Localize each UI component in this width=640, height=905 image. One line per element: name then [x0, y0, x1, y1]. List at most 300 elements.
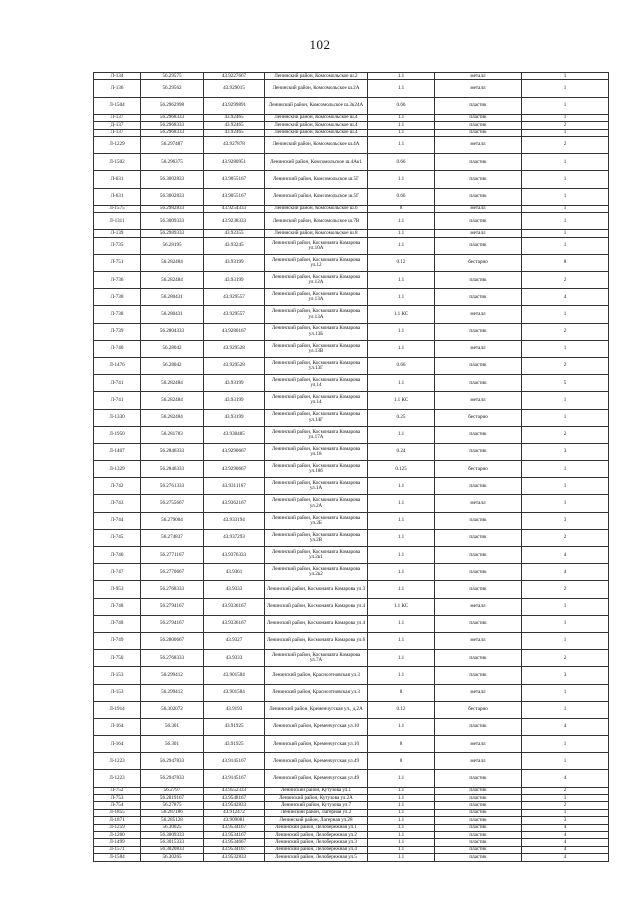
container-count-cell: 3: [522, 443, 609, 460]
container-count-cell: 1: [522, 753, 609, 770]
longitude-cell: 43.9361: [204, 564, 265, 581]
container-volume-cell: 1.1: [368, 323, 435, 340]
longitude-cell: 43.92465: [204, 114, 265, 121]
longitude-cell: 43.9542833: [204, 802, 265, 809]
longitude-cell: 43.9336167: [204, 615, 265, 632]
longitude-cell: 43.93199: [204, 375, 265, 392]
table-row: [94, 171, 609, 188]
site-code-cell: Л-738: [94, 306, 141, 323]
site-code-cell: Л-751: [94, 254, 141, 271]
address-cell: Ленинский район, Комсомольское ш.5Г: [265, 188, 368, 205]
table-row: [94, 770, 609, 787]
table-row: [94, 289, 609, 306]
container-material-cell: пластик: [435, 650, 522, 667]
longitude-cell: 43.9333: [204, 581, 265, 598]
container-material-cell: пластик: [435, 547, 522, 564]
container-volume-cell: 1.1: [368, 615, 435, 632]
container-volume-cell: 1.1: [368, 795, 435, 802]
container-count-cell: 4: [522, 718, 609, 735]
container-volume-cell: 1.1: [368, 73, 435, 80]
longitude-cell: 43.929557: [204, 306, 265, 323]
container-site-table: [93, 72, 609, 862]
container-count-cell: 2: [522, 357, 609, 374]
container-count-cell: 2: [522, 323, 609, 340]
container-volume-cell: 1.1: [368, 718, 435, 735]
site-code-cell: Л-1871: [94, 817, 141, 824]
container-material-cell: пластик: [435, 154, 522, 171]
container-material-cell: пластик: [435, 237, 522, 254]
site-code-cell: Л-631: [94, 188, 141, 205]
container-count-cell: 1: [522, 205, 609, 212]
table-row: [94, 598, 609, 615]
address-cell: Ленинский район, Комсомольское ш.4: [265, 122, 368, 129]
container-count-cell: 1: [522, 461, 609, 478]
address-cell: Ленинский район, Космонавта Комарова ул.13А: [265, 306, 368, 323]
site-code-cell: Л-137: [94, 114, 141, 121]
address-cell: Ленинский район, Космонавта Комарова ул.2к2: [265, 564, 368, 581]
table-row: [94, 547, 609, 564]
latitude-cell: 56.2797: [141, 787, 204, 794]
container-material-cell: пластик: [435, 832, 522, 839]
latitude-cell: 56.2761333: [141, 478, 204, 495]
container-count-cell: 5: [522, 375, 609, 392]
container-count-cell: 4: [522, 832, 609, 839]
address-cell: Ленинский район, Комсомольское ш.3к24А: [265, 97, 368, 114]
container-material-cell: металл: [435, 495, 522, 512]
site-code-cell: Л-1571: [94, 846, 141, 853]
container-volume-cell: 1.1: [368, 770, 435, 787]
container-count-cell: 1: [522, 306, 609, 323]
longitude-cell: 43.9193: [204, 701, 265, 718]
latitude-cell: 56.2846333: [141, 443, 204, 460]
table-row: [94, 478, 609, 495]
address-cell: Ленинский район, Космонавта Комарова ул.14Г: [265, 409, 368, 426]
container-count-cell: 1: [522, 795, 609, 802]
longitude-cell: 43.901584: [204, 684, 265, 701]
latitude-cell: 56.2968333: [141, 129, 204, 136]
container-material-cell: пластик: [435, 581, 522, 598]
container-volume-cell: 1.1: [368, 832, 435, 839]
container-material-cell: пластик: [435, 213, 522, 230]
site-code-cell: Л-953: [94, 581, 141, 598]
container-material-cell: пластик: [435, 667, 522, 684]
container-volume-cell: 1.1: [368, 495, 435, 512]
container-volume-cell: 8: [368, 684, 435, 701]
container-material-cell: пластик: [435, 512, 522, 529]
address-cell: Ленинский район, Комсомольское ш.4: [265, 129, 368, 136]
site-code-cell: Л-1504: [94, 97, 141, 114]
latitude-cell: 56.2968333: [141, 114, 204, 121]
container-material-cell: пластик: [435, 114, 522, 121]
container-volume-cell: 1.1: [368, 512, 435, 529]
container-material-cell: пластик: [435, 272, 522, 289]
container-count-cell: 1: [522, 478, 609, 495]
container-volume-cell: 1.1: [368, 529, 435, 546]
container-volume-cell: 1.1: [368, 426, 435, 443]
container-count-cell: 1: [522, 809, 609, 816]
container-volume-cell: 1.1: [368, 854, 435, 861]
container-count-cell: 1: [522, 97, 609, 114]
address-cell: Ленинский район, Кременчугская ул., д.2А: [265, 701, 368, 718]
container-count-cell: 1: [522, 80, 609, 97]
longitude-cell: 43.9055167: [204, 188, 265, 205]
table-row: [94, 323, 609, 340]
page-number: 102: [309, 37, 331, 52]
latitude-cell: 56.299412: [141, 667, 204, 684]
longitude-cell: 43.93199: [204, 409, 265, 426]
address-cell: Ленинский район, Космонавта Комарова ул.2В: [265, 529, 368, 546]
longitude-cell: 43.929528: [204, 340, 265, 357]
container-count-cell: 3: [522, 817, 609, 824]
address-cell: Ленинский район, Космонавта Комарова ул.12: [265, 254, 368, 271]
longitude-cell: 43.9145167: [204, 753, 265, 770]
container-volume-cell: 1.1: [368, 340, 435, 357]
table-row: [94, 832, 609, 839]
site-code-cell: Л-1223: [94, 753, 141, 770]
table-row: [94, 188, 609, 205]
address-cell: Ленинский район, Космонавта Комарова ул.2к1: [265, 547, 368, 564]
container-volume-cell: 0.66: [368, 97, 435, 114]
site-code-cell: Л-164: [94, 736, 141, 753]
container-volume-cell: 1.1: [368, 213, 435, 230]
longitude-cell: 43.9552333: [204, 787, 265, 794]
table-row: [94, 701, 609, 718]
table-row: [94, 795, 609, 802]
container-count-cell: 1: [522, 598, 609, 615]
container-material-cell: металл: [435, 340, 522, 357]
container-volume-cell: 0.66: [368, 154, 435, 171]
longitude-cell: 43.9534167: [204, 832, 265, 839]
address-cell: Ленинский район, Кременчугская ул.49: [265, 770, 368, 787]
longitude-cell: 43.9254333: [204, 205, 265, 212]
container-volume-cell: 1.1: [368, 547, 435, 564]
container-count-cell: 4: [522, 839, 609, 846]
table-row: [94, 564, 609, 581]
table-row: [94, 839, 609, 846]
table-row: [94, 237, 609, 254]
longitude-cell: 43.929528: [204, 357, 265, 374]
latitude-cell: 56.301: [141, 718, 204, 735]
container-count-cell: 1: [522, 684, 609, 701]
table-row: [94, 802, 609, 809]
latitude-cell: 56.282484: [141, 409, 204, 426]
latitude-cell: 56.3002833: [141, 188, 204, 205]
container-material-cell: пластик: [435, 443, 522, 460]
container-count-cell: 4: [522, 564, 609, 581]
table-row: [94, 114, 609, 121]
site-code-cell: Л-741: [94, 375, 141, 392]
container-count-cell: 4: [522, 289, 609, 306]
container-material-cell: пластик: [435, 129, 522, 136]
container-volume-cell: 1.1: [368, 171, 435, 188]
latitude-cell: 56.2794167: [141, 598, 204, 615]
container-volume-cell: 1.1: [368, 824, 435, 831]
latitude-cell: 56.27875: [141, 802, 204, 809]
container-volume-cell: 1.1 КС: [368, 306, 435, 323]
container-material-cell: пластик: [435, 854, 522, 861]
latitude-cell: 56.2982833: [141, 205, 204, 212]
table-row: [94, 129, 609, 136]
longitude-cell: 43.927878: [204, 136, 265, 153]
container-material-cell: пластик: [435, 802, 522, 809]
latitude-cell: 56.29575: [141, 73, 204, 80]
site-code-cell: Л-746: [94, 547, 141, 564]
latitude-cell: 56.281783: [141, 426, 204, 443]
address-cell: Ленинский район, Комсомольское ш.4Ак1: [265, 154, 368, 171]
site-code-cell: Л-631: [94, 171, 141, 188]
container-count-cell: 4: [522, 854, 609, 861]
table-row: [94, 753, 609, 770]
container-material-cell: металл: [435, 306, 522, 323]
container-material-cell: пластик: [435, 122, 522, 129]
table-row: [94, 817, 609, 824]
address-cell: Ленинский район, Космонавта Комарова ул.2Б: [265, 512, 368, 529]
address-cell: Ленинский район, Комсомольское ш.6: [265, 205, 368, 212]
container-count-cell: 1: [522, 495, 609, 512]
address-cell: Ленинский район, Космонавта Комарова ул.18б: [265, 461, 368, 478]
latitude-cell: 56.3015333: [141, 839, 204, 846]
latitude-cell: 56.279004: [141, 512, 204, 529]
container-material-cell: металл: [435, 632, 522, 649]
address-cell: Ленинский район, Комсомольское ш.4А: [265, 136, 368, 153]
container-material-cell: пластик: [435, 323, 522, 340]
site-code-cell: Л-738: [94, 289, 141, 306]
latitude-cell: 56.2800667: [141, 632, 204, 649]
table-row: [94, 495, 609, 512]
site-code-cell: Л-1502: [94, 154, 141, 171]
longitude-cell: 43.93199: [204, 272, 265, 289]
container-volume-cell: 1.1: [368, 650, 435, 667]
longitude-cell: 43.9055167: [204, 171, 265, 188]
address-cell: Ленинский район, Космонавта Комарова ул.13Б: [265, 323, 368, 340]
address-cell: Ленинский район, Космонавта Комарова ул.10А: [265, 237, 368, 254]
longitude-cell: 43.92465: [204, 122, 265, 129]
container-count-cell: 2: [522, 136, 609, 153]
container-material-cell: пластик: [435, 564, 522, 581]
address-cell: Ленинский район, Комсомольское ш.8: [265, 230, 368, 237]
container-material-cell: пластик: [435, 718, 522, 735]
table-row: [94, 529, 609, 546]
site-code-cell: Л-1259: [94, 824, 141, 831]
longitude-cell: 43.9238333: [204, 213, 265, 230]
table-row: [94, 809, 609, 816]
site-code-cell: Л-744: [94, 512, 141, 529]
container-material-cell: пластик: [435, 809, 522, 816]
table-row: [94, 357, 609, 374]
table-row: [94, 443, 609, 460]
address-cell: Ленинский район, Космонавта Комарова ул.4: [265, 615, 368, 632]
container-material-cell: пластик: [435, 529, 522, 546]
container-volume-cell: 1.1: [368, 272, 435, 289]
longitude-cell: 43.933194: [204, 512, 265, 529]
address-cell: Ленинский район, Комсомольское ш.2: [265, 73, 368, 80]
address-cell: Ленинский район, Космонавта Комарова ул.18: [265, 443, 368, 460]
site-code-cell: Л-1950: [94, 426, 141, 443]
container-count-cell: 1: [522, 615, 609, 632]
container-count-cell: 3: [522, 512, 609, 529]
container-volume-cell: 1.1: [368, 375, 435, 392]
container-volume-cell: 1.1: [368, 478, 435, 495]
latitude-cell: 56.3002833: [141, 171, 204, 188]
address-cell: Ленинский район, Лелобережная ул.3: [265, 839, 368, 846]
site-code-cell: Л-153: [94, 667, 141, 684]
table-row: [94, 73, 609, 80]
site-code-cell: Л-754: [94, 802, 141, 809]
container-material-cell: бестарно: [435, 409, 522, 426]
table-row: [94, 650, 609, 667]
table-row: [94, 375, 609, 392]
table-row: [94, 426, 609, 443]
table-body: [94, 73, 609, 862]
site-code-cell: Л-739: [94, 323, 141, 340]
container-count-cell: 1: [522, 73, 609, 80]
latitude-cell: 56.29562: [141, 80, 204, 97]
container-volume-cell: 0.12: [368, 701, 435, 718]
address-cell: Ленинский район, Кременчугская ул.49: [265, 753, 368, 770]
container-volume-cell: 0.25: [368, 409, 435, 426]
longitude-cell: 43.92355: [204, 230, 265, 237]
longitude-cell: 43.9534167: [204, 846, 265, 853]
site-code-cell: Л-139: [94, 230, 141, 237]
latitude-cell: 56.296375: [141, 154, 204, 171]
address-cell: Ленинский район, Кутузова ул.7: [265, 802, 368, 809]
container-count-cell: 1: [522, 129, 609, 136]
site-code-cell: Л-1407: [94, 443, 141, 460]
container-material-cell: бестарно: [435, 254, 522, 271]
site-code-cell: Л-736: [94, 272, 141, 289]
container-material-cell: пластик: [435, 97, 522, 114]
table-row: [94, 615, 609, 632]
table-row: [94, 581, 609, 598]
table-row: [94, 254, 609, 271]
address-cell: Ленинский район, Космонавта Комарова ул.1А: [265, 478, 368, 495]
container-count-cell: 2: [522, 529, 609, 546]
container-volume-cell: 1.1: [368, 802, 435, 809]
container-volume-cell: 1.1: [368, 80, 435, 97]
longitude-cell: 43.93199: [204, 392, 265, 409]
container-count-cell: 4: [522, 547, 609, 564]
latitude-cell: 56.2755667: [141, 495, 204, 512]
table-row: [94, 136, 609, 153]
table-row: [94, 205, 609, 212]
address-cell: Ленинский район, Космонавта Комарова ул.13Г: [265, 357, 368, 374]
address-cell: Ленинский район, Космонавта Комарова ул.2А: [265, 495, 368, 512]
site-code-cell: Л-1329: [94, 461, 141, 478]
container-count-cell: 2: [522, 272, 609, 289]
container-count-cell: 1: [522, 409, 609, 426]
container-volume-cell: 1.1: [368, 809, 435, 816]
longitude-cell: 43.9290667: [204, 461, 265, 478]
container-volume-cell: 1.1: [368, 581, 435, 598]
table-row: [94, 667, 609, 684]
latitude-cell: 56.2947833: [141, 770, 204, 787]
site-code-cell: Л-1914: [94, 701, 141, 718]
site-code-cell: Л-1584: [94, 854, 141, 861]
container-count-cell: 2: [522, 426, 609, 443]
container-volume-cell: 1.1: [368, 289, 435, 306]
latitude-cell: 56.287186: [141, 809, 204, 816]
table-row: [94, 684, 609, 701]
latitude-cell: 56.3009333: [141, 832, 204, 839]
container-volume-cell: 1.1: [368, 129, 435, 136]
latitude-cell: 56.302072: [141, 701, 204, 718]
latitude-cell: 56.282484: [141, 375, 204, 392]
longitude-cell: 43.909081: [204, 817, 265, 824]
latitude-cell: 56.2768333: [141, 650, 204, 667]
latitude-cell: 56.280431: [141, 289, 204, 306]
longitude-cell: 43.9280951: [204, 154, 265, 171]
latitude-cell: 56.2968333: [141, 122, 204, 129]
address-cell: Ленинский район, Кутузова ул.1: [265, 787, 368, 794]
longitude-cell: 43.9534167: [204, 824, 265, 831]
longitude-cell: 43.93199: [204, 254, 265, 271]
site-code-cell: Л-753: [94, 795, 141, 802]
container-volume-cell: 0.12: [368, 254, 435, 271]
container-volume-cell: 1.1: [368, 817, 435, 824]
longitude-cell: 43.9290667: [204, 443, 265, 460]
table-row: [94, 306, 609, 323]
site-code-cell: Л-740: [94, 340, 141, 357]
address-cell: Ленинский район, Лелобережная ул.2: [265, 832, 368, 839]
latitude-cell: 56.3020833: [141, 846, 204, 853]
container-material-cell: пластик: [435, 839, 522, 846]
address-cell: Ленинский район, Лелобережная ул.4: [265, 846, 368, 853]
latitude-cell: 56.2947833: [141, 753, 204, 770]
container-volume-cell: 0.66: [368, 357, 435, 374]
address-cell: Ленинский район, Комсомольское ш.5Г: [265, 171, 368, 188]
address-cell: Ленинский район, Кременчугская ул.10: [265, 718, 368, 735]
container-count-cell: 4: [522, 846, 609, 853]
container-material-cell: пластик: [435, 846, 522, 853]
container-volume-cell: 8: [368, 753, 435, 770]
container-material-cell: пластик: [435, 375, 522, 392]
container-volume-cell: 1.1: [368, 237, 435, 254]
longitude-cell: 43.93245: [204, 237, 265, 254]
latitude-cell: 56.282484: [141, 254, 204, 271]
site-code-cell: Л-752: [94, 787, 141, 794]
latitude-cell: 56.28042: [141, 357, 204, 374]
container-count-cell: 1: [522, 188, 609, 205]
longitude-cell: 43.9532833: [204, 854, 265, 861]
longitude-cell: 43.9548167: [204, 795, 265, 802]
latitude-cell: 56.2846333: [141, 461, 204, 478]
address-cell: Ленинский район, Космонавта Комарова ул.3: [265, 581, 368, 598]
address-cell: Ленинский район, Космонавта Комарова ул.14: [265, 375, 368, 392]
container-material-cell: металл: [435, 736, 522, 753]
latitude-cell: 56.2989333: [141, 230, 204, 237]
container-volume-cell: 1.1: [368, 787, 435, 794]
address-cell: Ленинский район, Космонавта Комарова ул.12А: [265, 272, 368, 289]
container-volume-cell: 1.1: [368, 136, 435, 153]
site-code-cell: Л-735: [94, 237, 141, 254]
container-material-cell: бестарно: [435, 701, 522, 718]
container-material-cell: металл: [435, 230, 522, 237]
address-cell: Ленинский район, Лелобережная ул.1: [265, 824, 368, 831]
site-code-cell: Л-1330: [94, 409, 141, 426]
container-count-cell: 4: [522, 770, 609, 787]
longitude-cell: 43.9327: [204, 632, 265, 649]
container-volume-cell: 1.1 КС: [368, 392, 435, 409]
table-row: [94, 461, 609, 478]
address-cell: Ленинский район, Красноэтновская ул.3: [265, 667, 368, 684]
site-code-cell: Л-1223: [94, 770, 141, 787]
site-code-cell: Л-1476: [94, 357, 141, 374]
site-code-cell: Л-1575: [94, 205, 141, 212]
table-row: [94, 392, 609, 409]
site-code-cell: Л-137: [94, 129, 141, 136]
container-count-cell: 8: [522, 254, 609, 271]
table-row: [94, 80, 609, 97]
